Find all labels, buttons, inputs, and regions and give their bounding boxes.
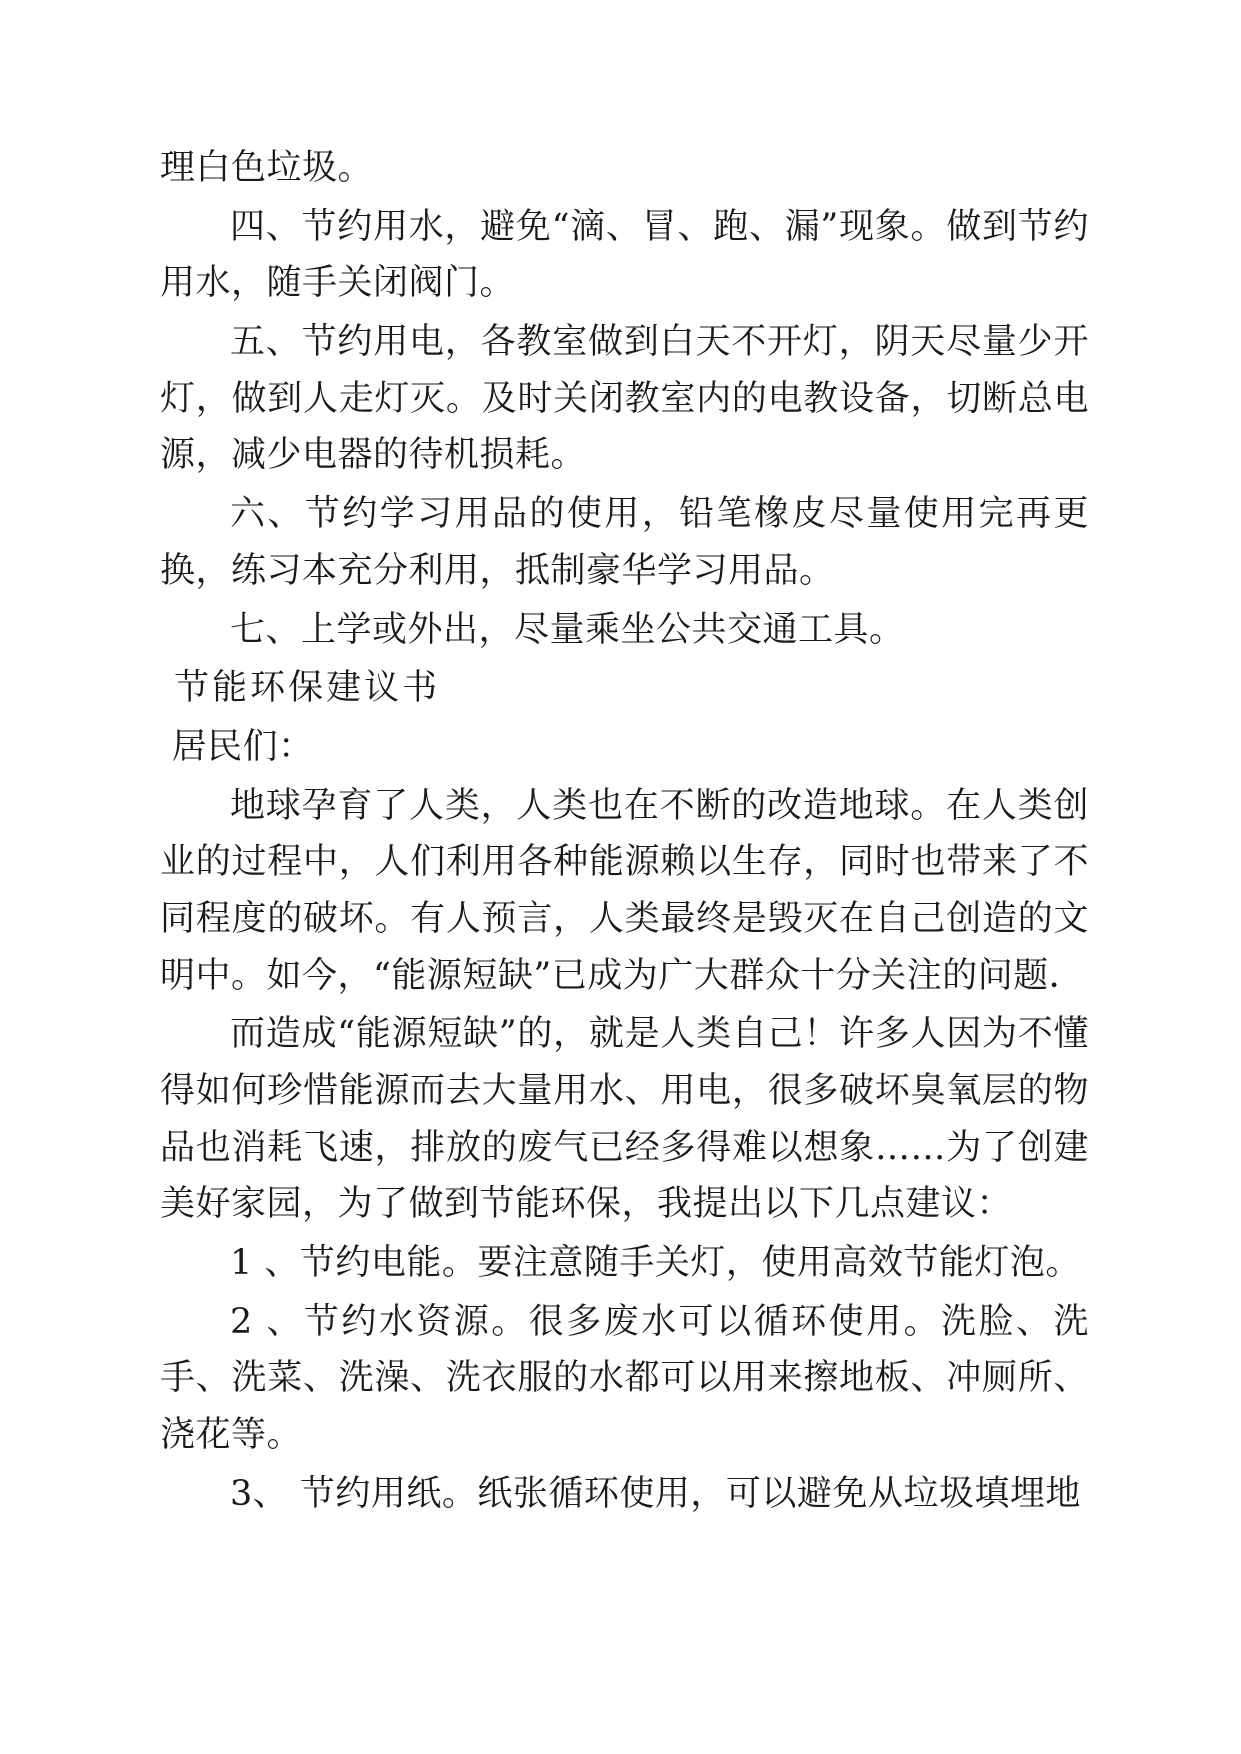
p-item-5: 五、节约用电，各教室做到白天不开灯，阴天尽量少开灯，做到人走灯灭。及时关闭教室内的电教设备，切断总电源，减少电器的待机损耗。: [160, 322, 1089, 476]
p-continuation: 理白色垃圾。: [160, 148, 374, 188]
p-salutation: 居民们：: [160, 726, 314, 767]
p-heading-proposal: 节能环保建议书: [160, 668, 441, 709]
p-item-6: 六、节约学习用品的使用，铅笔橡皮尽量使用完再更换，练习本充分利用，抵制豪华学习用品。: [160, 494, 1089, 591]
p-suggestion-1: 1 、节约电能。要注意随手关灯，使用高效节能灯泡。: [230, 1243, 1081, 1284]
p-suggestion-3: 3、 节约用纸。纸张循环使用，可以避免从垃圾填埋地: [230, 1473, 1081, 1514]
p-item-4: 四、节约用水，避免“滴、冒、跑、漏”现象。做到节约用水，随手关闭阀门。: [160, 206, 1089, 304]
p-intro-2: 而造成“能源短缺”的，就是人类自己！许多人因为不懂得如何珍惜能源而去大量用水、用电，很多破坏臭氧层的物品也消耗飞速，排放的废气已经多得难以想象……为了创建美好家园，为了做到节能环保，我提出以下几点建议：: [160, 1014, 1089, 1225]
p-suggestion-2: 2 、节约水资源。很多废水可以循环使用。洗脸、洗手、洗菜、洗澡、洗衣服的水都可以用来擦地板、冲厕所、浇花等。: [160, 1301, 1089, 1456]
p-item-7: 七、上学或外出，尽量乘坐公共交通工具。: [230, 609, 905, 650]
p-intro-1: 地球孕育了人类，人类也在不断的改造地球。在人类创业的过程中，人们利用各种能源赖以生存，同时也带来了不同程度的破坏。有人预言，人类最终是毁灭在自己创造的文明中。如今，“能源短缺”已成为广大群众十分关注的问题．: [160, 785, 1089, 996]
document-body: [160, 140, 1089, 1523]
